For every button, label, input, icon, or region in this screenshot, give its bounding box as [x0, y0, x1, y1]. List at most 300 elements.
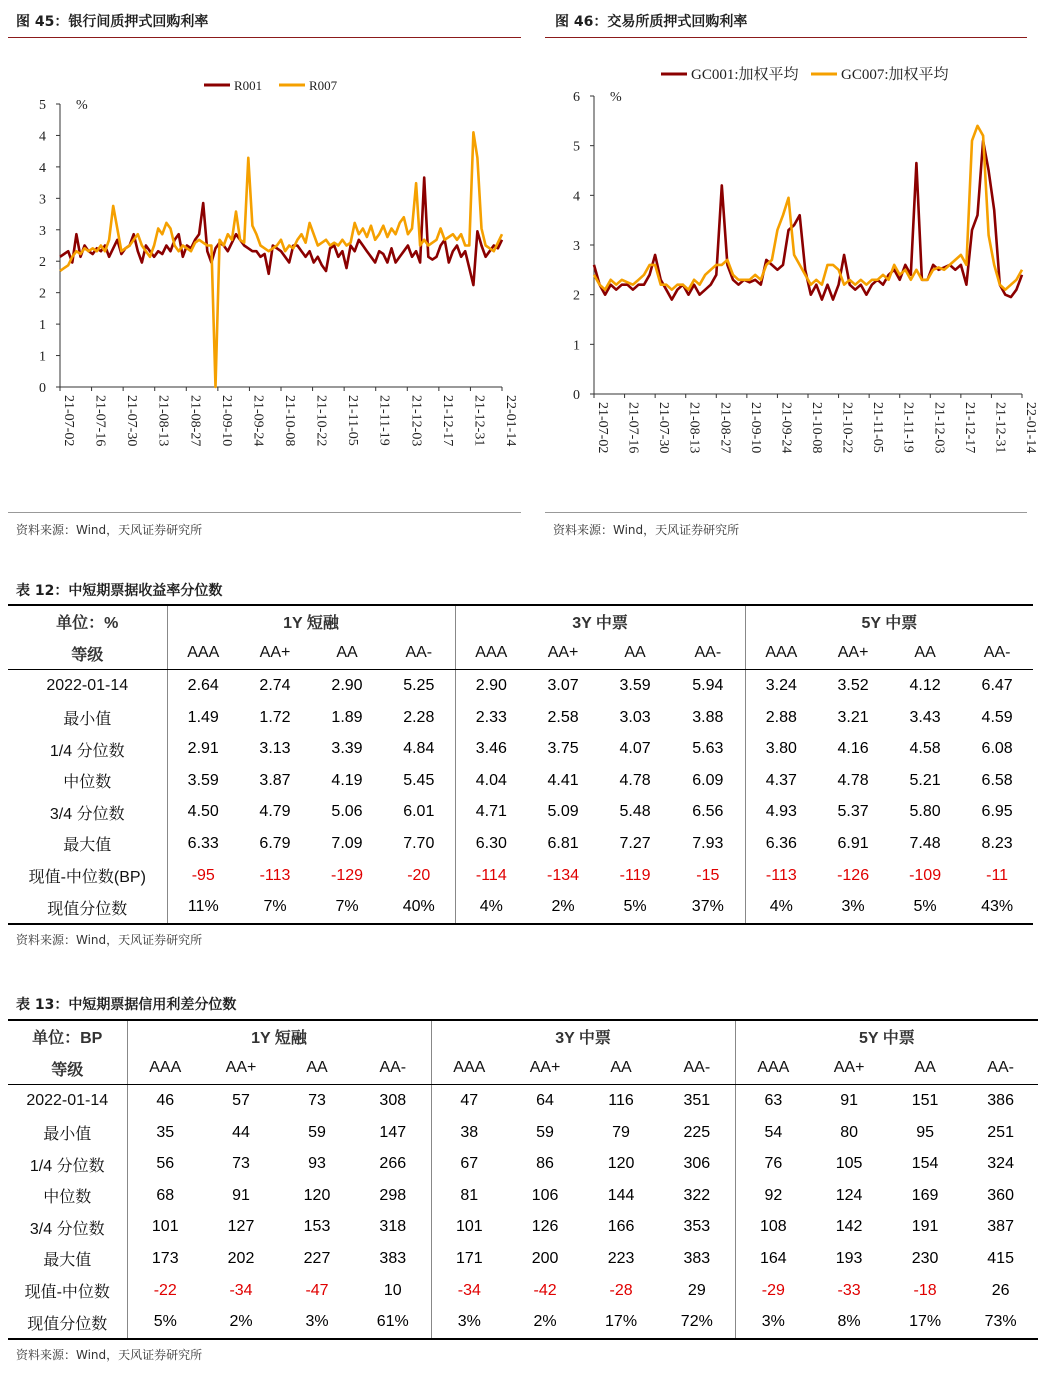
- grade-header: AAA: [167, 638, 239, 670]
- table-cell: 3.39: [331, 740, 363, 758]
- table-cell: 142: [835, 1218, 863, 1236]
- table-cell: 171: [431, 1243, 507, 1275]
- x-tick-label: 21-11-05: [345, 395, 361, 446]
- y-unit-label: %: [76, 98, 88, 113]
- y-tick-label: 2: [39, 286, 46, 302]
- y-tick-label: 4: [39, 160, 46, 176]
- table-cell: -95: [167, 860, 239, 892]
- table-cell: 7.27: [619, 834, 651, 852]
- table-cell: 120: [607, 1155, 635, 1173]
- grade-header: AA+: [507, 1053, 583, 1085]
- table-cell: 4.78: [619, 771, 651, 789]
- table-cell: 8%: [811, 1306, 887, 1339]
- figure-45-title: 图 45：银行间质押式回购利率: [16, 14, 209, 30]
- table-cell: 11%: [167, 891, 239, 924]
- x-tick-label: 21-12-17: [961, 402, 977, 454]
- x-tick-label: 21-10-22: [839, 402, 855, 454]
- table-cell: 61%: [355, 1306, 431, 1339]
- row-label: 2022-01-14: [26, 1091, 109, 1109]
- table-cell: 2.90: [331, 676, 363, 694]
- grade-header: AA: [599, 638, 671, 670]
- table-cell: 322: [683, 1186, 711, 1204]
- table-row: [8, 1117, 1038, 1149]
- table-cell: 144: [607, 1186, 635, 1204]
- y-tick-label: 2: [573, 288, 580, 304]
- y-tick-label: 0: [573, 388, 580, 403]
- figure-45-chart: [8, 40, 521, 510]
- y-unit-label: %: [610, 90, 622, 105]
- y-tick-label: 6: [573, 90, 580, 105]
- table-cell: -113: [259, 866, 291, 884]
- x-tick-label: 21-07-30: [124, 395, 140, 447]
- table-cell: 6.81: [547, 834, 579, 852]
- table-cell: 266: [379, 1155, 407, 1173]
- table-cell: 3%: [817, 891, 889, 924]
- x-tick-label: 22-01-14: [1023, 402, 1038, 454]
- table-cell: 91: [232, 1186, 250, 1204]
- table-cell: 2.64: [167, 670, 239, 702]
- group-header: 5Y 中票: [745, 605, 1033, 638]
- table-cell: 227: [303, 1249, 331, 1267]
- table-cell: -134: [547, 866, 580, 884]
- table-cell: 4.58: [909, 740, 941, 758]
- table-cell: -33: [837, 1281, 861, 1299]
- row-label: 最小值: [63, 711, 112, 729]
- table-cell: 386: [987, 1091, 1014, 1109]
- grade-header: AA+: [527, 638, 599, 670]
- y-tick-label: 4: [39, 129, 46, 145]
- legend-label-2: R007: [309, 78, 338, 93]
- figure-45-top-rule: [8, 37, 521, 38]
- table-cell: 40%: [383, 891, 455, 924]
- table-cell: 43%: [961, 891, 1033, 924]
- x-tick-label: 21-07-02: [61, 395, 76, 447]
- table-cell: 4.19: [331, 771, 363, 789]
- table-cell: -47: [305, 1281, 329, 1299]
- table-cell: 6.79: [259, 834, 291, 852]
- table-cell: 2.74: [259, 676, 291, 694]
- table-cell: 38: [431, 1117, 507, 1149]
- table-cell: 1.49: [167, 702, 239, 734]
- table-cell: 6.08: [981, 740, 1013, 758]
- table-cell: 4.41: [547, 771, 579, 789]
- table-cell: -126: [837, 866, 870, 884]
- table-cell: 6.47: [981, 676, 1013, 694]
- grade-header: AA: [887, 1053, 963, 1085]
- row-label: 中位数: [43, 1189, 92, 1207]
- table-cell: 2%: [527, 891, 599, 924]
- table-cell: 127: [227, 1218, 255, 1236]
- table-cell: 67: [431, 1148, 507, 1180]
- table-row: [8, 733, 1033, 765]
- table-row: [8, 1180, 1038, 1212]
- x-tick-label: 21-10-08: [809, 402, 824, 454]
- table-cell: 387: [987, 1218, 1014, 1236]
- x-tick-label: 21-12-31: [471, 395, 487, 447]
- table-cell: 7%: [311, 891, 383, 924]
- table-cell: -28: [609, 1281, 633, 1299]
- grade-header: AA-: [961, 638, 1033, 670]
- y-tick-label: 5: [39, 98, 46, 113]
- legend-label-1: GC001:加权平均: [691, 67, 799, 83]
- table-cell: 5.06: [331, 803, 363, 821]
- grade-header: AAA: [455, 638, 527, 670]
- table-cell: 3.13: [259, 740, 291, 758]
- table-cell: 47: [431, 1085, 507, 1117]
- table-cell: 166: [607, 1218, 635, 1236]
- table-cell: 6.30: [455, 828, 527, 860]
- table-cell: 64: [536, 1091, 554, 1109]
- table-13-title: 表 13：中短期票据信用利差分位数: [16, 997, 237, 1013]
- table-cell: 3.75: [547, 740, 579, 758]
- table-12: [8, 604, 1033, 925]
- table-cell: 17%: [887, 1306, 963, 1339]
- table-cell: 223: [607, 1249, 635, 1267]
- figure-46-chart: [545, 40, 1038, 510]
- x-tick-label: 21-08-13: [686, 402, 702, 454]
- table-cell: 44: [232, 1123, 250, 1141]
- group-header: 1Y 短融: [167, 605, 455, 638]
- table-cell: 4.93: [745, 797, 817, 829]
- table-cell: 4.50: [167, 797, 239, 829]
- table-cell: 56: [127, 1148, 203, 1180]
- table-cell: 6.91: [837, 834, 869, 852]
- table-row: [8, 860, 1033, 892]
- table-cell: 92: [735, 1180, 811, 1212]
- table-cell: 1.89: [331, 708, 363, 726]
- table-cell: 5.63: [692, 740, 724, 758]
- table-cell: 8.23: [981, 834, 1013, 852]
- table-cell: 5.25: [403, 676, 435, 694]
- table-cell: 173: [127, 1243, 203, 1275]
- grade-header: AAA: [127, 1053, 203, 1085]
- table-cell: 415: [987, 1249, 1014, 1267]
- table-cell: 3.59: [619, 676, 651, 694]
- table-cell: 4.84: [403, 740, 435, 758]
- table-row: [8, 891, 1033, 924]
- table-cell: 202: [227, 1249, 255, 1267]
- table-cell: 3.46: [455, 733, 527, 765]
- x-tick-label: 22-01-14: [503, 395, 518, 447]
- table-cell: 3.43: [909, 708, 941, 726]
- table-cell: 5.45: [403, 771, 435, 789]
- table-12-source: 资料来源：Wind，天风证券研究所: [16, 933, 203, 947]
- table-cell: 72%: [659, 1306, 735, 1339]
- table-cell: 2.28: [403, 708, 435, 726]
- table-cell: -113: [745, 860, 817, 892]
- table-cell: 251: [987, 1123, 1014, 1141]
- grade-header: AA: [279, 1053, 355, 1085]
- table-row: [8, 1306, 1038, 1339]
- table-cell: 193: [835, 1249, 863, 1267]
- table-cell: 169: [911, 1186, 939, 1204]
- table-cell: 3%: [735, 1306, 811, 1339]
- group-header: 5Y 中票: [735, 1020, 1038, 1053]
- table-cell: 3.52: [837, 676, 869, 694]
- table-cell: 6.01: [403, 803, 435, 821]
- row-label: 1/4 分位数: [29, 1157, 105, 1175]
- table-cell: 17%: [583, 1306, 659, 1339]
- table-cell: 5.94: [692, 676, 724, 694]
- table-cell: 2.90: [455, 670, 527, 702]
- table-cell: 6.36: [745, 828, 817, 860]
- grade-header: AAA: [735, 1053, 811, 1085]
- table-cell: 6.09: [692, 771, 724, 789]
- table-cell: 154: [911, 1155, 939, 1173]
- table-cell: 81: [431, 1180, 507, 1212]
- table-13: [8, 1019, 1038, 1340]
- group-header: 3Y 中票: [431, 1020, 735, 1053]
- table-cell: 10: [383, 1281, 402, 1299]
- x-tick-label: 21-08-13: [155, 395, 171, 447]
- x-tick-label: 21-12-17: [439, 395, 455, 447]
- table-cell: 124: [835, 1186, 863, 1204]
- table-cell: 6.33: [167, 828, 239, 860]
- figure-46-top-rule: [545, 37, 1027, 38]
- y-tick-label: 3: [39, 223, 46, 239]
- table-cell: 2%: [203, 1306, 279, 1339]
- grade-header: AA: [311, 638, 383, 670]
- table-cell: 3.24: [745, 670, 817, 702]
- x-tick-label: 21-11-19: [900, 402, 916, 453]
- table-row: [8, 1085, 1038, 1117]
- table-cell: 57: [232, 1091, 250, 1109]
- table-cell: -109: [909, 866, 942, 884]
- table-cell: -29: [735, 1275, 811, 1307]
- table-cell: 4%: [745, 891, 817, 924]
- table-cell: 3.80: [745, 733, 817, 765]
- table-cell: 6.56: [692, 803, 724, 821]
- x-tick-label: 21-09-24: [778, 402, 794, 454]
- grade-header: AAA: [745, 638, 817, 670]
- x-tick-label: 21-08-27: [717, 402, 733, 454]
- table-cell: 3.21: [837, 708, 869, 726]
- table-cell: 7.48: [909, 834, 941, 852]
- grade-header: AA-: [671, 638, 745, 670]
- table-cell: 324: [987, 1155, 1014, 1173]
- table-cell: 59: [308, 1123, 326, 1141]
- x-tick-label: 21-09-10: [747, 402, 763, 454]
- table-cell: 230: [911, 1249, 939, 1267]
- x-tick-label: 21-09-10: [218, 395, 234, 447]
- table-cell: 68: [127, 1180, 203, 1212]
- row-label: 现值-中位数(BP): [28, 869, 146, 887]
- series-line-2: [60, 132, 502, 387]
- table-cell: -15: [696, 866, 720, 884]
- table-cell: 2%: [507, 1306, 583, 1339]
- table-cell: 4.71: [455, 797, 527, 829]
- series-line-1: [60, 178, 502, 286]
- table-cell: 116: [608, 1091, 634, 1109]
- table-cell: 93: [308, 1155, 326, 1173]
- table-row: [8, 828, 1033, 860]
- grade-label: 等级: [8, 638, 167, 670]
- table-cell: 360: [987, 1186, 1014, 1204]
- table-cell: 73: [232, 1155, 250, 1173]
- table-cell: -42: [533, 1281, 557, 1299]
- row-label: 3/4 分位数: [49, 805, 125, 823]
- table-cell: 126: [531, 1218, 559, 1236]
- y-tick-label: 2: [39, 255, 46, 271]
- table-cell: 164: [735, 1243, 811, 1275]
- table-row: [8, 797, 1033, 829]
- y-tick-label: 3: [39, 192, 46, 208]
- unit-label: 单位：%: [8, 605, 167, 638]
- table-cell: 3%: [431, 1306, 507, 1339]
- figure-45-source: 资料来源：Wind，天风证券研究所: [16, 523, 203, 537]
- row-label: 最大值: [43, 1252, 92, 1270]
- y-tick-label: 1: [39, 318, 46, 334]
- table-cell: 3.88: [692, 708, 724, 726]
- table-cell: 191: [911, 1218, 939, 1236]
- table-cell: 3.03: [619, 708, 651, 726]
- table-cell: 383: [683, 1249, 711, 1267]
- table-cell: -18: [913, 1281, 937, 1299]
- grade-header: AA+: [811, 1053, 887, 1085]
- legend-label-2: GC007:加权平均: [841, 67, 949, 83]
- grade-header: AA-: [355, 1053, 431, 1085]
- table-cell: 2.91: [167, 733, 239, 765]
- table-cell: 3%: [279, 1306, 355, 1339]
- table-cell: 4%: [455, 891, 527, 924]
- grade-header: AA-: [659, 1053, 735, 1085]
- table-cell: 4.04: [455, 765, 527, 797]
- table-cell: 200: [531, 1249, 559, 1267]
- table-cell: 4.59: [981, 708, 1013, 726]
- table-cell: 120: [303, 1186, 331, 1204]
- table-cell: -11: [986, 866, 1009, 884]
- table-row: [8, 702, 1033, 734]
- table-cell: 308: [379, 1091, 407, 1109]
- table-cell: 306: [683, 1155, 711, 1173]
- table-cell: 351: [683, 1091, 711, 1109]
- table-cell: 298: [379, 1186, 407, 1204]
- grade-header: AAA: [431, 1053, 507, 1085]
- x-tick-label: 21-11-05: [870, 402, 886, 453]
- table-row: [8, 765, 1033, 797]
- table-cell: 7%: [239, 891, 311, 924]
- table-row: [8, 1275, 1038, 1307]
- x-tick-label: 21-09-24: [250, 395, 266, 447]
- table-cell: 318: [379, 1218, 407, 1236]
- table-cell: 26: [991, 1281, 1010, 1299]
- x-tick-label: 21-12-31: [992, 402, 1008, 454]
- table-cell: 80: [840, 1123, 858, 1141]
- table-cell: -20: [407, 866, 431, 884]
- table-cell: 6.58: [981, 771, 1013, 789]
- table-cell: 59: [536, 1123, 554, 1141]
- row-label: 最大值: [63, 837, 112, 855]
- table-row: [8, 670, 1033, 702]
- table-cell: 2.88: [745, 702, 817, 734]
- table-cell: 108: [735, 1212, 811, 1244]
- table-cell: 29: [687, 1281, 706, 1299]
- table-cell: 4.12: [909, 676, 941, 694]
- x-tick-label: 21-12-03: [408, 395, 424, 447]
- grade-header: AA+: [817, 638, 889, 670]
- table-row: [8, 1212, 1038, 1244]
- row-label: 3/4 分位数: [29, 1220, 105, 1238]
- y-tick-label: 1: [39, 349, 46, 365]
- y-tick-label: 4: [573, 189, 580, 205]
- y-tick-label: 3: [573, 239, 580, 254]
- row-label: 最小值: [43, 1126, 92, 1144]
- table-cell: 225: [683, 1123, 711, 1141]
- row-label: 1/4 分位数: [49, 742, 125, 760]
- grade-header: AA+: [239, 638, 311, 670]
- group-header: 1Y 短融: [127, 1020, 431, 1053]
- x-tick-label: 21-10-22: [313, 395, 329, 447]
- table-12-title: 表 12：中短期票据收益率分位数: [16, 583, 223, 599]
- table-cell: 5.80: [909, 803, 941, 821]
- y-tick-label: 5: [573, 139, 580, 155]
- unit-label: 单位：BP: [8, 1020, 127, 1053]
- table-cell: 95: [916, 1123, 934, 1141]
- legend-label-1: R001: [234, 78, 263, 93]
- table-cell: 353: [683, 1218, 711, 1236]
- table-cell: 2.58: [547, 708, 579, 726]
- row-label: 2022-01-14: [46, 676, 129, 694]
- figure-46-bottom-rule: [545, 512, 1027, 513]
- table-cell: -119: [619, 866, 651, 884]
- table-cell: 153: [303, 1218, 331, 1236]
- table-cell: 86: [536, 1155, 554, 1173]
- table-cell: 4.37: [745, 765, 817, 797]
- table-cell: 383: [379, 1249, 407, 1267]
- table-cell: 63: [735, 1085, 811, 1117]
- table-cell: 3.87: [259, 771, 291, 789]
- table-cell: 76: [735, 1148, 811, 1180]
- x-tick-label: 21-07-16: [625, 402, 641, 454]
- table-cell: 106: [531, 1186, 559, 1204]
- table-cell: 4.07: [619, 740, 651, 758]
- table-cell: 4.16: [837, 740, 869, 758]
- table-cell: 147: [379, 1123, 407, 1141]
- x-tick-label: 21-08-27: [187, 395, 203, 447]
- table-cell: 3.07: [547, 676, 579, 694]
- table-cell: 101: [431, 1212, 507, 1244]
- table-cell: -34: [229, 1281, 253, 1299]
- grade-header: AA: [889, 638, 961, 670]
- figure-46-title: 图 46：交易所质押式回购利率: [555, 14, 748, 30]
- table-cell: 7.93: [692, 834, 724, 852]
- grade-header: AA-: [383, 638, 455, 670]
- figure-46-source: 资料来源：Wind，天风证券研究所: [553, 523, 740, 537]
- table-cell: 79: [612, 1123, 630, 1141]
- table-cell: 2.33: [455, 702, 527, 734]
- table-cell: 35: [127, 1117, 203, 1149]
- x-tick-label: 21-10-08: [282, 395, 297, 447]
- table-cell: 5.09: [547, 803, 579, 821]
- table-cell: 6.95: [981, 803, 1013, 821]
- table-cell: 4.78: [837, 771, 869, 789]
- table-cell: 73%: [963, 1306, 1038, 1339]
- y-tick-label: 1: [573, 338, 580, 354]
- grade-header: AA-: [963, 1053, 1038, 1085]
- grade-header: AA+: [203, 1053, 279, 1085]
- row-label: 现值分位数: [8, 891, 167, 924]
- x-tick-label: 21-12-03: [931, 402, 947, 454]
- table-cell: -129: [330, 866, 364, 884]
- table-cell: -22: [127, 1275, 203, 1307]
- table-cell: 5%: [127, 1306, 203, 1339]
- grade-header: AA: [583, 1053, 659, 1085]
- y-tick-label: 0: [39, 381, 46, 396]
- table-cell: 54: [735, 1117, 811, 1149]
- table-cell: 1.72: [259, 708, 291, 726]
- figure-45-bottom-rule: [8, 512, 521, 513]
- table-cell: 73: [308, 1091, 326, 1109]
